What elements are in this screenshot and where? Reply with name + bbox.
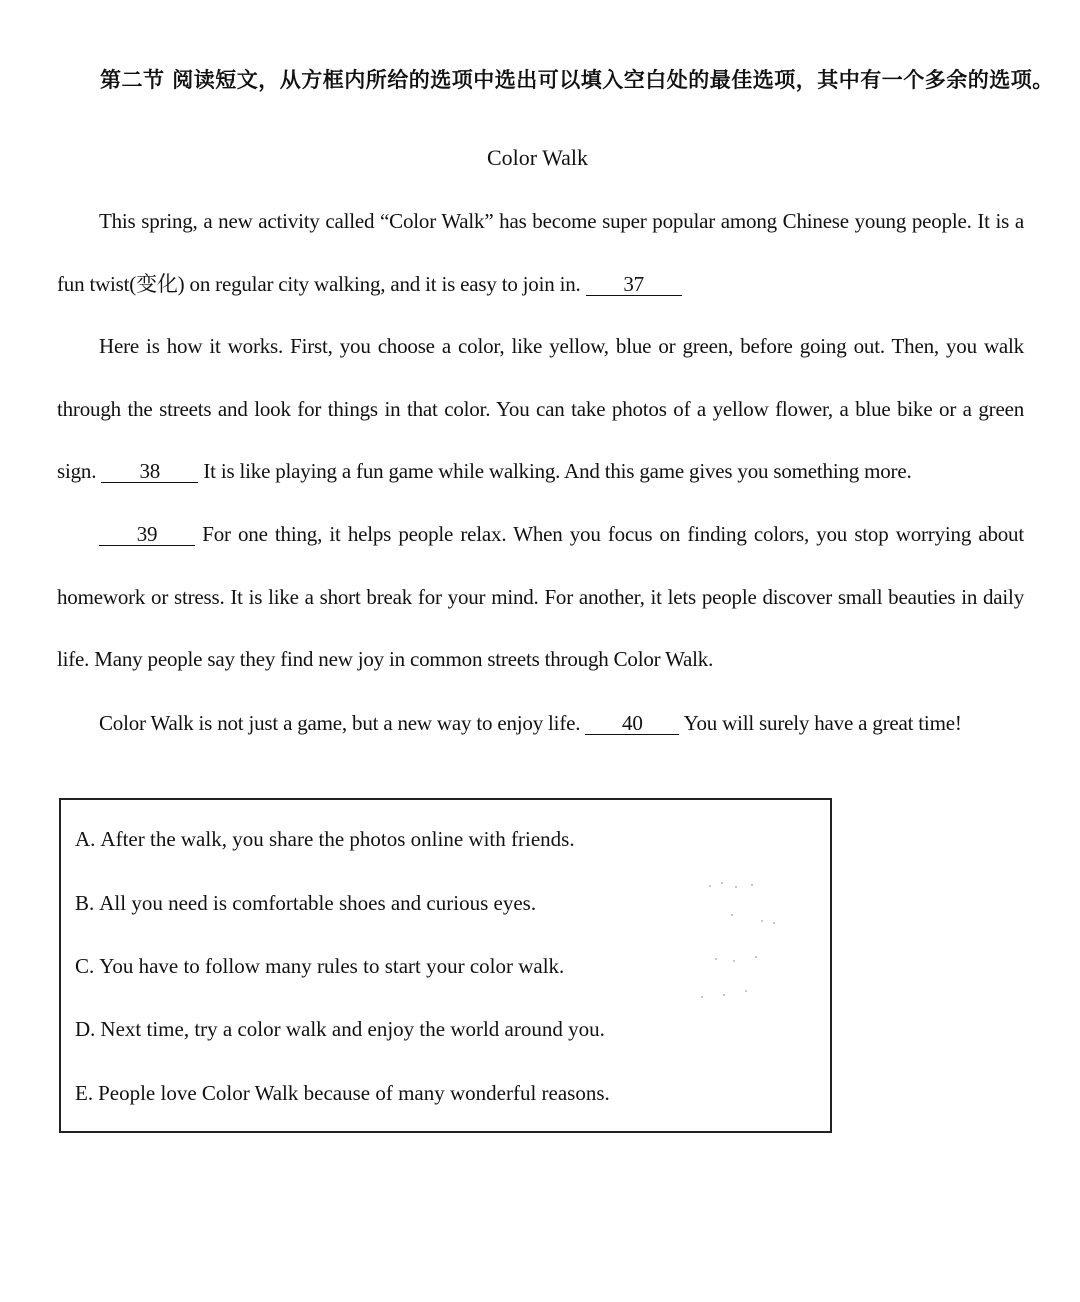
option-text: You have to follow many rules to start your color walk. bbox=[99, 954, 565, 978]
option-a[interactable] bbox=[75, 827, 575, 852]
paragraph-3-text-after: For one thing, it helps people relax. When you focus on finding colors, you stop worrying about homework or stress. It is like a short break for your mind. For another, it lets people discover small beauties in daily life. Many people say they find new joy in common streets through Color Walk. bbox=[57, 522, 1024, 671]
scan-noise bbox=[755, 956, 757, 958]
scan-noise bbox=[735, 886, 737, 888]
paragraph-2 bbox=[57, 315, 1024, 503]
scan-noise bbox=[709, 885, 711, 887]
passage-title: Color Walk bbox=[486, 145, 589, 170]
paragraph-1 bbox=[57, 190, 1024, 315]
option-text: Next time, try a color walk and enjoy the world around you. bbox=[100, 1017, 605, 1041]
paragraph-4 bbox=[57, 692, 1024, 755]
option-letter: C. bbox=[75, 954, 95, 978]
blank-38[interactable]: 38 bbox=[101, 460, 198, 483]
option-e[interactable] bbox=[75, 1081, 610, 1106]
scan-noise bbox=[751, 884, 753, 886]
scan-noise bbox=[761, 920, 763, 922]
scan-noise bbox=[733, 960, 735, 962]
blank-40[interactable]: 40 bbox=[585, 712, 679, 735]
section-header: 第二节 阅读短文，从方框内所给的选项中选出可以填入空白处的最佳选项，其中有一个多余的选项。 bbox=[100, 68, 1054, 92]
scan-noise bbox=[745, 990, 747, 992]
option-d[interactable] bbox=[75, 1017, 605, 1042]
option-letter: A. bbox=[75, 827, 96, 851]
scan-noise bbox=[715, 958, 717, 960]
paragraph-3 bbox=[57, 503, 1024, 691]
option-letter: B. bbox=[75, 891, 95, 915]
paragraph-4-text-before: Color Walk is not just a game, but a new way to enjoy life. bbox=[99, 711, 586, 735]
scan-noise bbox=[731, 914, 733, 916]
blank-37[interactable]: 37 bbox=[586, 273, 682, 296]
scan-noise bbox=[701, 996, 703, 998]
option-text: After the walk, you share the photos online with friends. bbox=[100, 827, 575, 851]
option-letter: D. bbox=[75, 1017, 96, 1041]
option-text: All you need is comfortable shoes and curious eyes. bbox=[99, 891, 537, 915]
option-c[interactable] bbox=[75, 954, 564, 979]
paragraph-2-text-before: Here is how it works. First, you choose a color, like yellow, blue or green, before going out. Then, you walk through the streets and look for things in that color. You can take photos of a yellow flower, a blue bike or a green sign. bbox=[57, 334, 1024, 483]
option-b[interactable] bbox=[75, 891, 536, 916]
paragraph-1-text: This spring, a new activity called “Color Walk” has become super popular among Chinese young people. It is a fun twist(变化) on regular city walking, and it is easy to join in. bbox=[57, 209, 1024, 296]
option-letter: E. bbox=[75, 1081, 94, 1105]
blank-39[interactable]: 39 bbox=[99, 523, 195, 546]
option-text: People love Color Walk because of many wonderful reasons. bbox=[98, 1081, 610, 1105]
paragraph-2-text-after: It is like playing a fun game while walking. And this game gives you something more. bbox=[198, 459, 912, 483]
scan-noise bbox=[773, 922, 775, 924]
scan-noise bbox=[721, 882, 723, 884]
paragraph-4-text-after: You will surely have a great time! bbox=[679, 711, 962, 735]
options-box bbox=[59, 798, 832, 1133]
scan-noise bbox=[723, 994, 725, 996]
